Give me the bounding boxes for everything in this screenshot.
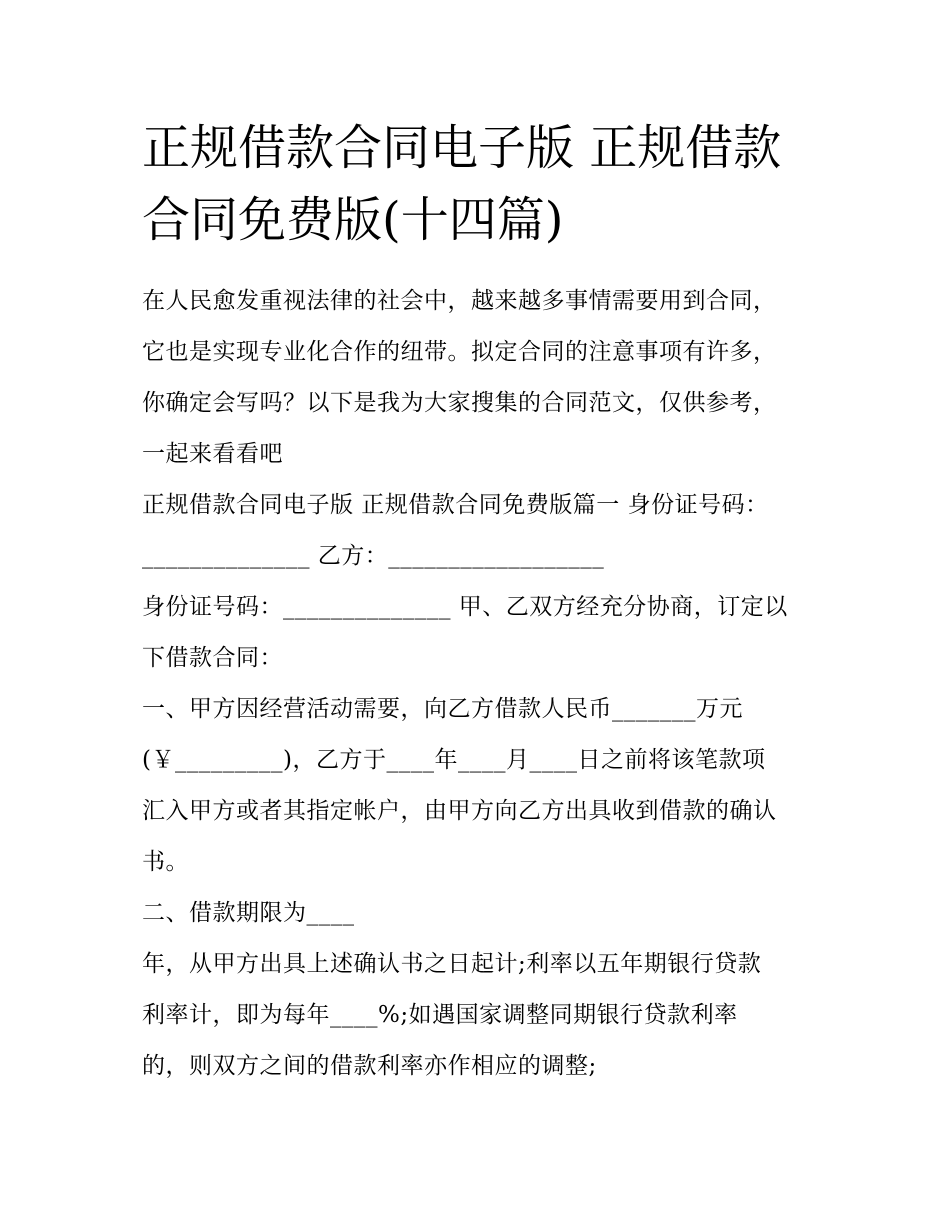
body-line: 书。 (142, 849, 189, 875)
body-line: 一、甲方因经营活动需要，向乙方借款人民币_______万元 (142, 696, 743, 722)
body-line: (￥_________)，乙方于____年____月____日之前将该笔款项 (142, 747, 766, 773)
body-line: 年，从甲方出具上述确认书之日起计;利率以五年期银行贷款 (142, 951, 762, 977)
body-line: 二、借款期限为____ (142, 900, 355, 926)
body-line: 正规借款合同电子版 正规借款合同免费版篇一 身份证号码： (142, 492, 769, 518)
body-line: 它也是实现专业化合作的纽带。拟定合同的注意事项有许多， (142, 339, 777, 365)
document-title: 正规借款合同电子版 正规借款 合同免费版(十四篇) (142, 120, 782, 248)
body-line: 在人民愈发重视法律的社会中，越来越多事情需要用到合同， (142, 288, 777, 314)
body-line: ______________ 乙方：__________________ (142, 543, 605, 569)
body-line: 利率计，即为每年____%;如遇国家调整同期银行贷款利率 (142, 1002, 738, 1028)
body-line: 身份证号码：______________ 甲、乙双方经充分协商，订定以 (142, 594, 788, 620)
body-line: 下借款合同： (142, 645, 283, 671)
body-line: 一起来看看吧 (142, 441, 283, 467)
body-line: 汇入甲方或者其指定帐户，由甲方向乙方出具收到借款的确认 (142, 798, 777, 824)
document-body (142, 276, 842, 1092)
body-line: 你确定会写吗？以下是我为大家搜集的合同范文，仅供参考， (142, 390, 777, 416)
body-line: 的，则双方之间的借款利率亦作相应的调整; (142, 1053, 597, 1079)
